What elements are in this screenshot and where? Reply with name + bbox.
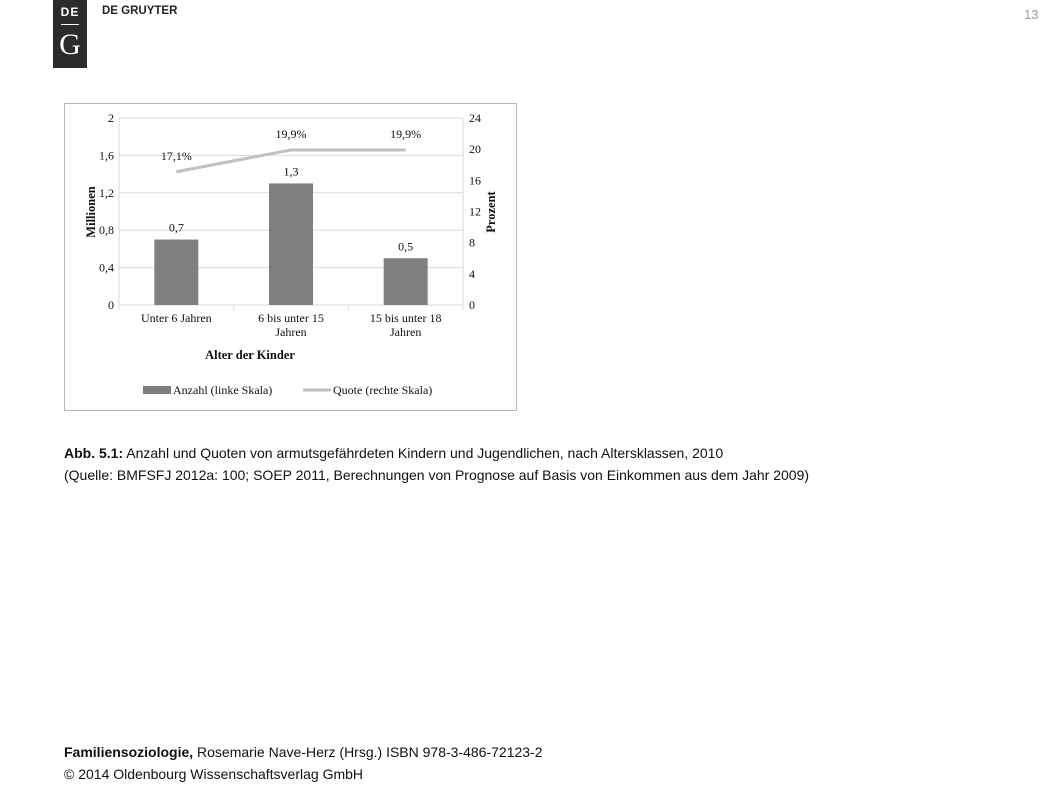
x-tick-label: 6 bis unter 15 [258,311,324,325]
y-tick-label: 1,2 [99,185,114,200]
bar-data-label: 0,5 [398,239,414,254]
legend-bar-swatch [143,386,171,394]
footer-copyright: © 2014 Oldenbourg Wissenschaftsverlag GmbH [64,766,364,782]
bar [384,258,428,305]
combo-chart [65,104,516,410]
caption-text: Anzahl und Quoten von armutsgefährdeten Kindern und Jugendlichen, nach Altersklassen, 2010 [126,445,724,461]
y-tick-label: 0,8 [99,223,114,238]
y2-tick-label: 24 [469,111,481,125]
y2-tick-label: 16 [469,173,481,188]
x-axis-title: Alter der Kinder [205,348,295,362]
x-tick-label: Jahren [390,325,422,339]
chart-frame [64,103,517,411]
bar [154,240,198,305]
caption-line [64,442,1024,464]
legend-bar-label: Anzahl (linke Skala) [173,383,273,397]
y2-tick-label: 4 [469,266,475,281]
caption-source: (Quelle: BMFSFJ 2012a: 100; SOEP 2011, Berechnungen von Prognose auf Basis von Einkommen aus dem Jahr 2009) [64,467,810,483]
page-number: 13 [1024,7,1039,22]
y-tick-label: 0,4 [99,260,114,275]
line-data-label: 17,1% [160,148,192,163]
y-axis-title: Millionen [84,186,98,238]
y2-axis-title: Prozent [484,191,498,233]
y2-tick-label: 12 [469,204,481,219]
y2-tick-label: 8 [469,235,475,250]
bar-data-label: 0,7 [168,220,184,235]
y-tick-label: 1,6 [99,148,114,163]
line-data-label: 19,9% [275,126,307,141]
x-tick-label: 15 bis unter 18 [369,311,442,325]
footer-book-info: Rosemarie Nave-Herz (Hrsg.) ISBN 978-3-486-72123-2 [197,744,543,760]
legend-line-label: Quote (rechte Skala) [333,383,433,397]
publisher-name: DE GRUYTER [102,5,178,17]
publisher-logo [53,0,87,68]
footer-book-line [64,741,964,763]
logo-top-text: DE [60,5,80,19]
y2-tick-label: 20 [469,142,481,157]
y2-tick-label: 0 [469,298,475,312]
line-data-label: 19,9% [390,126,422,141]
page-footer [64,741,964,785]
footer-book-title: Familiensoziologie, [64,744,194,760]
logo-bottom-text: G [59,28,81,61]
x-tick-label: Jahren [275,325,307,339]
bar [269,183,313,305]
figure-caption [64,442,1024,486]
y-tick-label: 0 [108,298,114,312]
y-tick-label: 2 [108,111,114,125]
caption-label: Abb. 5.1: [64,445,124,461]
x-tick-label: Unter 6 Jahren [141,311,212,325]
logo-divider [61,24,79,25]
bar-data-label: 1,3 [283,164,299,179]
